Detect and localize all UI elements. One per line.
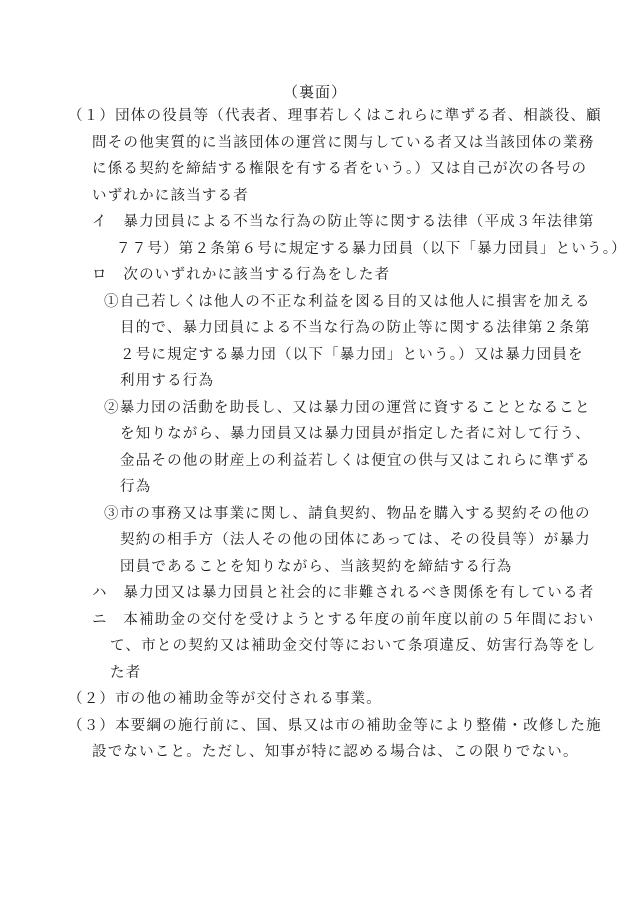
item-i-line-1: イ 暴力団員による不当な行為の防止等に関する法律（平成３年法律第 — [92, 214, 595, 230]
item-ro-line-1: ロ 次のいずれかに該当する行為をした者 — [92, 267, 391, 283]
item-ni-line-1: ニ 本補助金の交付を受けようとする年度の前年度以前の５年間におい — [92, 611, 595, 628]
section-3-line-1: （３）本要綱の施行前に、国、県又は市の補助金等により整備・改修した施 — [68, 717, 602, 734]
sub-item-3-line-3: 団員であることを知りながら、当該契約を締結する行為 — [120, 558, 513, 575]
sub-item-2-line-3: 金品その他の財産上の利益若しくは便宜の供与又はこれらに準ずる — [120, 452, 591, 469]
item-ro — [92, 262, 390, 289]
page-heading: （裏面） — [282, 83, 347, 101]
section-2-line-1: （２）市の他の補助金等が交付される事業。 — [68, 691, 382, 707]
item-ni-line-2: て、市との契約又は補助金交付等において条項違反、妨害行為等をし — [110, 638, 597, 654]
section-1 — [68, 103, 602, 209]
sub-item-1 — [104, 289, 591, 395]
sub-item-1-line-1: ①自己若しくは他人の不正な利益を図る目的又は他人に損害を加える — [104, 293, 591, 310]
sub-item-1-line-4: 利用する行為 — [120, 373, 215, 389]
item-ni-line-3: た者 — [110, 664, 142, 681]
sub-item-2 — [104, 395, 591, 501]
sub-item-1-line-3: ２号に規定する暴力団（以下「暴力団」という。）又は暴力団員を — [120, 346, 584, 363]
sub-item-2-line-1: ②暴力団の活動を助長し、又は暴力団の運営に資することとなること — [104, 399, 591, 416]
sub-item-3-line-2: 契約の相手方（法人その他の団体にあっては、その役員等）が暴力 — [120, 532, 591, 548]
item-ni — [92, 607, 596, 687]
sub-item-3-line-1: ③市の事務又は事業に関し、請負契約、物品を購入する契約その他の — [104, 505, 591, 522]
sub-item-2-line-2: を知りながら、暴力団員又は暴力団員が指定した者に対して行う、 — [120, 426, 591, 442]
section-1-line-1: （１）団体の役員等（代表者、理事若しくはこれらに準ずる者、相談役、顧 — [68, 108, 602, 124]
sub-item-2-line-4: 行為 — [120, 479, 152, 495]
section-3-line-2: 設でないこと。ただし、知事が特に認める場合は、この限りでない。 — [92, 744, 579, 760]
item-ha-line-1: ハ 暴力団又は暴力団員と社会的に非難されるべき関係を有している者 — [92, 585, 595, 601]
item-i — [92, 209, 627, 262]
item-i-line-2: ７７号）第２条第６号に規定する暴力団員（以下「暴力団員」という。） — [116, 240, 627, 257]
sub-item-1-line-2: 目的で、暴力団員による不当な行為の防止等に関する法律第２条第 — [120, 320, 591, 336]
section-3 — [68, 713, 602, 766]
section-1-line-3: に係る契約を締結する権限を有する者をいう。）又は自己が次の各号の — [92, 161, 588, 177]
section-1-line-4: いずれかに該当する者 — [92, 187, 249, 204]
sub-item-3 — [104, 501, 591, 581]
item-ha — [92, 580, 594, 607]
section-2 — [68, 686, 382, 713]
section-1-line-2: 問その他実質的に当該団体の運営に関与している者又は当該団体の業務 — [92, 134, 595, 151]
